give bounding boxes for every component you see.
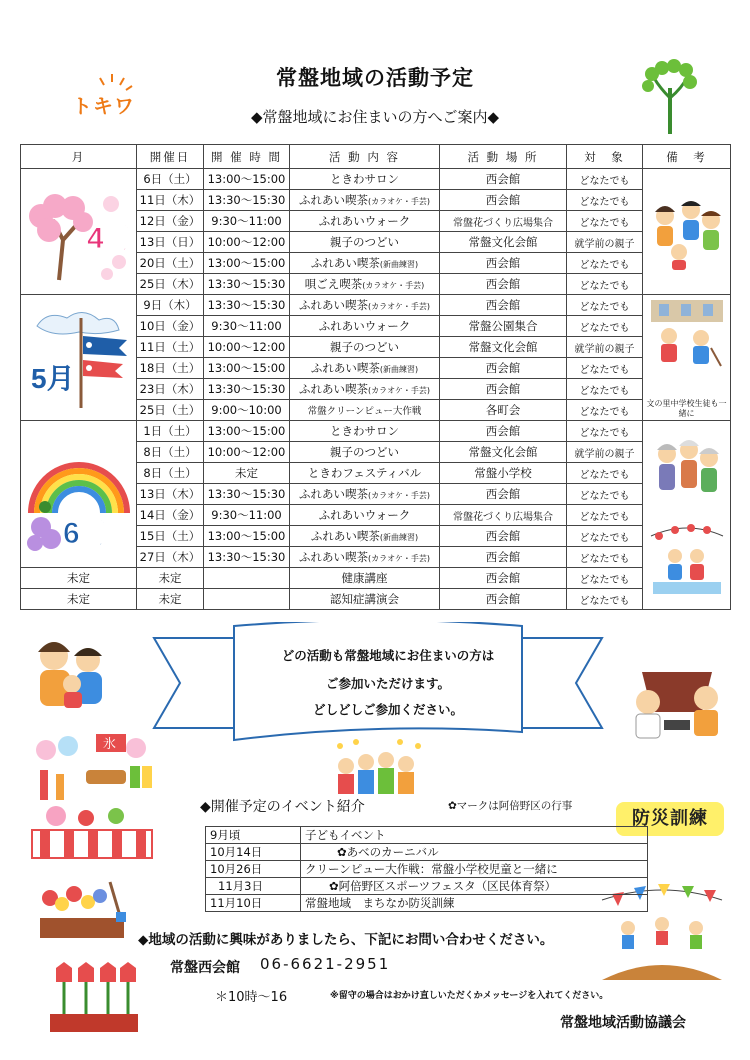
row-time: 9:00～10:00 xyxy=(204,400,290,421)
activity-note: (カラオケ・手芸) xyxy=(367,554,431,563)
row-activity xyxy=(290,526,440,547)
row-date: 9日（木） xyxy=(137,295,204,316)
activity-name: ふれあい喫茶 xyxy=(298,193,368,207)
activity-name: 親子のつどい xyxy=(330,235,399,249)
col-activity: 活 動 内 容 xyxy=(290,145,440,169)
row-place: 常盤花づくり広場集合 xyxy=(440,505,567,526)
row-target: 就学前の親子 xyxy=(567,442,643,463)
rainbow-hydrangea-icon xyxy=(23,423,135,563)
row-date: 18日（土） xyxy=(137,358,204,379)
row-time: 13:30～15:30 xyxy=(204,274,290,295)
row-place: 常盤公園集合 xyxy=(440,316,567,337)
row-time: 10:00～12:00 xyxy=(204,337,290,358)
month-april xyxy=(21,169,137,295)
row-time: 10:00～12:00 xyxy=(204,442,290,463)
table-row xyxy=(206,844,648,861)
ribbon-line-2: ご参加いただけます。 xyxy=(325,676,450,691)
activity-name: ときわサロン xyxy=(330,424,399,438)
row-activity xyxy=(290,358,440,379)
table-row xyxy=(206,895,648,912)
activity-name: ふれあい喫茶 xyxy=(298,298,368,312)
row-activity xyxy=(290,421,440,442)
carp-streamer-icon xyxy=(23,296,135,416)
row-time: 9:30～11:00 xyxy=(204,316,290,337)
row-date: 8日（土） xyxy=(137,442,204,463)
note-april xyxy=(643,169,731,295)
row-target: どなたでも xyxy=(567,400,643,421)
row-target: どなたでも xyxy=(567,421,643,442)
month-label: 4月 xyxy=(86,222,134,255)
row-place: 常盤文化会館 xyxy=(440,337,567,358)
row-target: どなたでも xyxy=(567,379,643,400)
row-place: 西会館 xyxy=(440,169,567,190)
row-target: どなたでも xyxy=(567,169,643,190)
row-target: どなたでも xyxy=(567,547,643,568)
page-title: 常盤地域の活動予定 xyxy=(276,66,474,90)
col-notes: 備 考 xyxy=(643,145,731,169)
activity-name: ふれあいウォーク xyxy=(318,214,411,228)
month-june xyxy=(21,421,137,568)
row-date: 13日（木） xyxy=(137,484,204,505)
row-time: 13:00～15:00 xyxy=(204,358,290,379)
row-place: 常盤小学校 xyxy=(440,463,567,484)
activity-name: 唄ごえ喫茶 xyxy=(304,277,363,291)
row-activity xyxy=(290,169,440,190)
row-place: 西会館 xyxy=(440,421,567,442)
schedule-table xyxy=(20,144,730,610)
activity-name: ふれあい喫茶 xyxy=(310,256,380,270)
row-date: 25日（木） xyxy=(137,274,204,295)
row-place: 西会館 xyxy=(440,358,567,379)
row-target: どなたでも xyxy=(567,274,643,295)
row-time: 13:00～15:00 xyxy=(204,253,290,274)
event-name: ✿阿倍野区スポーツフェスタ（区民体育祭） xyxy=(301,878,648,895)
row-place: 西会館 xyxy=(440,589,567,610)
table-row xyxy=(206,878,648,895)
row-date: 6日（土） xyxy=(137,169,204,190)
row-time xyxy=(204,589,290,610)
row-activity xyxy=(290,400,440,421)
row-date: 13日（日） xyxy=(137,232,204,253)
activity-note: (カラオケ・手芸) xyxy=(367,302,431,311)
row-target: 就学前の親子 xyxy=(567,337,643,358)
cleanup-volunteers-illustration xyxy=(645,296,729,396)
row-place: 常盤文化会館 xyxy=(440,442,567,463)
contact-hours: ＊10時～16 xyxy=(215,990,288,1005)
row-date: 1日（土） xyxy=(137,421,204,442)
row-activity xyxy=(290,295,440,316)
row-place: 各町会 xyxy=(440,400,567,421)
table-row xyxy=(21,295,731,316)
activity-name: ふれあい喫茶 xyxy=(310,529,380,543)
page-subtitle: ◆常盤地域にお住まいの方へご案内◆ xyxy=(250,108,500,126)
table-row xyxy=(206,827,648,844)
disaster-drill-badge: 防災訓練 xyxy=(616,802,724,836)
note-june xyxy=(643,421,731,610)
event-date: 9月頃 xyxy=(206,827,301,844)
cherry-blossom-icon xyxy=(23,170,135,290)
row-date: 未定 xyxy=(137,568,204,589)
event-date: 11月3日 xyxy=(206,878,301,895)
row-place: 西会館 xyxy=(440,274,567,295)
row-time: 9:30～11:00 xyxy=(204,505,290,526)
activity-note: (新曲練習) xyxy=(379,533,419,542)
row-date: 11日（木） xyxy=(137,190,204,211)
activity-name: 親子のつどい xyxy=(330,445,399,459)
activity-note: (カラオケ・手芸) xyxy=(367,386,431,395)
table-row xyxy=(21,589,731,610)
event-name: クリーンピュー大作戦：常盤小学校児童と一緒に xyxy=(301,861,648,878)
row-place: 常盤花づくり広場集合 xyxy=(440,211,567,232)
elderly-and-festival-illustration xyxy=(645,424,729,604)
row-target: どなたでも xyxy=(567,253,643,274)
row-activity xyxy=(290,379,440,400)
row-activity xyxy=(290,547,440,568)
row-time: 9:30～11:00 xyxy=(204,211,290,232)
row-date: 23日（木） xyxy=(137,379,204,400)
row-activity xyxy=(290,484,440,505)
tulips-illustration xyxy=(44,958,144,1034)
row-place: 西会館 xyxy=(440,547,567,568)
row-target: どなたでも xyxy=(567,211,643,232)
activity-note: (カラオケ・手芸) xyxy=(362,281,425,290)
activity-name: ふれあい喫茶 xyxy=(298,550,368,564)
row-date: 15日（土） xyxy=(137,526,204,547)
family-illustration xyxy=(24,628,124,714)
activity-note: (新曲練習) xyxy=(379,260,419,269)
month-label: 6月 xyxy=(62,516,110,550)
row-activity xyxy=(290,190,440,211)
row-time: 13:00～15:00 xyxy=(204,421,290,442)
month-label: 5月 xyxy=(30,363,75,394)
events-title: ◆開催予定のイベント紹介 xyxy=(200,799,365,815)
row-date: 20日（土） xyxy=(137,253,204,274)
logo-text: トキワ xyxy=(72,94,135,118)
row-activity xyxy=(290,442,440,463)
row-date: 27日（木） xyxy=(137,547,204,568)
row-place: 西会館 xyxy=(440,190,567,211)
row-target: どなたでも xyxy=(567,484,643,505)
event-name: 子どもイベント xyxy=(301,827,648,844)
table-row xyxy=(206,861,648,878)
group-people-illustration xyxy=(326,736,430,796)
row-place: 西会館 xyxy=(440,526,567,547)
activity-note: (新曲練習) xyxy=(379,365,419,374)
row-date: 25日（土） xyxy=(137,400,204,421)
table-row xyxy=(21,568,731,589)
row-activity xyxy=(290,232,440,253)
contact-name: 常盤西会館 xyxy=(170,960,240,976)
contact-lead: ◆地域の活動に興味がありましたら、下記にお問い合わせください。 xyxy=(138,932,554,948)
row-month: 未定 xyxy=(21,589,137,610)
col-place: 活 動 場 所 xyxy=(440,145,567,169)
row-target: どなたでも xyxy=(567,295,643,316)
note-may xyxy=(643,295,731,421)
event-name: 常盤地域 まちなか防災訓練 xyxy=(301,895,648,912)
row-target: どなたでも xyxy=(567,316,643,337)
row-date: 10日（金） xyxy=(137,316,204,337)
row-place: 西会館 xyxy=(440,253,567,274)
col-date: 開催日 xyxy=(137,145,204,169)
activity-name: ふれあい喫茶 xyxy=(310,361,380,375)
row-time: 13:00～15:00 xyxy=(204,169,290,190)
row-target: 就学前の親子 xyxy=(567,232,643,253)
ribbon-line-3: どしどしご参加ください。 xyxy=(312,702,463,717)
row-place: 西会館 xyxy=(440,379,567,400)
row-target: どなたでも xyxy=(567,568,643,589)
activity-name: ときわフェスティバル xyxy=(307,466,422,480)
row-activity xyxy=(290,463,440,484)
table-row xyxy=(21,421,731,442)
table-header xyxy=(21,145,731,169)
sprout-icon xyxy=(640,58,700,134)
row-activity xyxy=(290,253,440,274)
svg-text:氷: 氷 xyxy=(103,736,117,751)
row-place: 西会館 xyxy=(440,295,567,316)
activity-note: (カラオケ・手芸) xyxy=(367,197,431,206)
may-note: 文の里中学校生徒も一緒に xyxy=(646,399,727,418)
col-month: 月 xyxy=(21,145,137,169)
row-place: 西会館 xyxy=(440,484,567,505)
row-activity: 認知症講演会 xyxy=(290,589,440,610)
row-date: 12日（金） xyxy=(137,211,204,232)
row-target: どなたでも xyxy=(567,526,643,547)
flower-bed-illustration xyxy=(34,872,130,942)
row-time: 13:30～15:30 xyxy=(204,190,290,211)
activity-name: ふれあい喫茶 xyxy=(298,382,368,396)
row-time: 13:00～15:00 xyxy=(204,526,290,547)
row-time: 13:30～15:30 xyxy=(204,547,290,568)
activity-note: (カラオケ・手芸) xyxy=(367,491,431,500)
row-activity: 健康講座 xyxy=(290,568,440,589)
row-time: 10:00～12:00 xyxy=(204,232,290,253)
row-activity xyxy=(290,337,440,358)
col-time: 開 催 時 間 xyxy=(204,145,290,169)
organization-name: 常盤地域活動協議会 xyxy=(560,1015,686,1031)
row-activity xyxy=(290,211,440,232)
row-date: 14日（金） xyxy=(137,505,204,526)
activity-name: ときわサロン xyxy=(330,172,399,186)
row-date: 8日（土） xyxy=(137,463,204,484)
row-time: 13:30～15:30 xyxy=(204,379,290,400)
event-date: 10月26日 xyxy=(206,861,301,878)
events-table xyxy=(205,826,648,912)
col-target: 対 象 xyxy=(567,145,643,169)
kids-playing-illustration xyxy=(645,190,729,270)
row-date: 未定 xyxy=(137,589,204,610)
festival-stalls-illustration xyxy=(26,730,156,860)
row-time: 未定 xyxy=(204,463,290,484)
cooking-illustration xyxy=(622,652,732,742)
row-activity xyxy=(290,316,440,337)
contact-note: ※留守の場合はおかけ直しいただくかメッセージを入れてください。 xyxy=(330,991,609,1001)
contact-phone[interactable]: 06-6621-2951 xyxy=(260,955,391,973)
activity-name: 常盤クリーンピュー大作戦 xyxy=(307,406,422,417)
events-note: ✿マークは阿倍野区の行事 xyxy=(448,800,573,812)
row-target: どなたでも xyxy=(567,190,643,211)
activity-name: ふれあいウォーク xyxy=(318,319,411,333)
row-month: 未定 xyxy=(21,568,137,589)
row-place: 西会館 xyxy=(440,568,567,589)
table-row xyxy=(21,169,731,190)
row-activity xyxy=(290,505,440,526)
activity-name: ふれあいウォーク xyxy=(318,508,411,522)
activity-name: 親子のつどい xyxy=(330,340,399,354)
row-time: 13:30～15:30 xyxy=(204,295,290,316)
row-target: どなたでも xyxy=(567,358,643,379)
month-may xyxy=(21,295,137,421)
ribbon-line-1: どの活動も常盤地域にお住まいの方は xyxy=(281,648,495,663)
event-date: 10月14日 xyxy=(206,844,301,861)
row-target: どなたでも xyxy=(567,505,643,526)
row-place: 常盤文化会館 xyxy=(440,232,567,253)
event-date: 11月10日 xyxy=(206,895,301,912)
row-activity xyxy=(290,274,440,295)
row-date: 11日（土） xyxy=(137,337,204,358)
row-time: 13:30～15:30 xyxy=(204,484,290,505)
row-time xyxy=(204,568,290,589)
activity-name: ふれあい喫茶 xyxy=(298,487,368,501)
row-target: どなたでも xyxy=(567,463,643,484)
row-target: どなたでも xyxy=(567,589,643,610)
event-name: ✿あべのカーニバル xyxy=(301,844,648,861)
